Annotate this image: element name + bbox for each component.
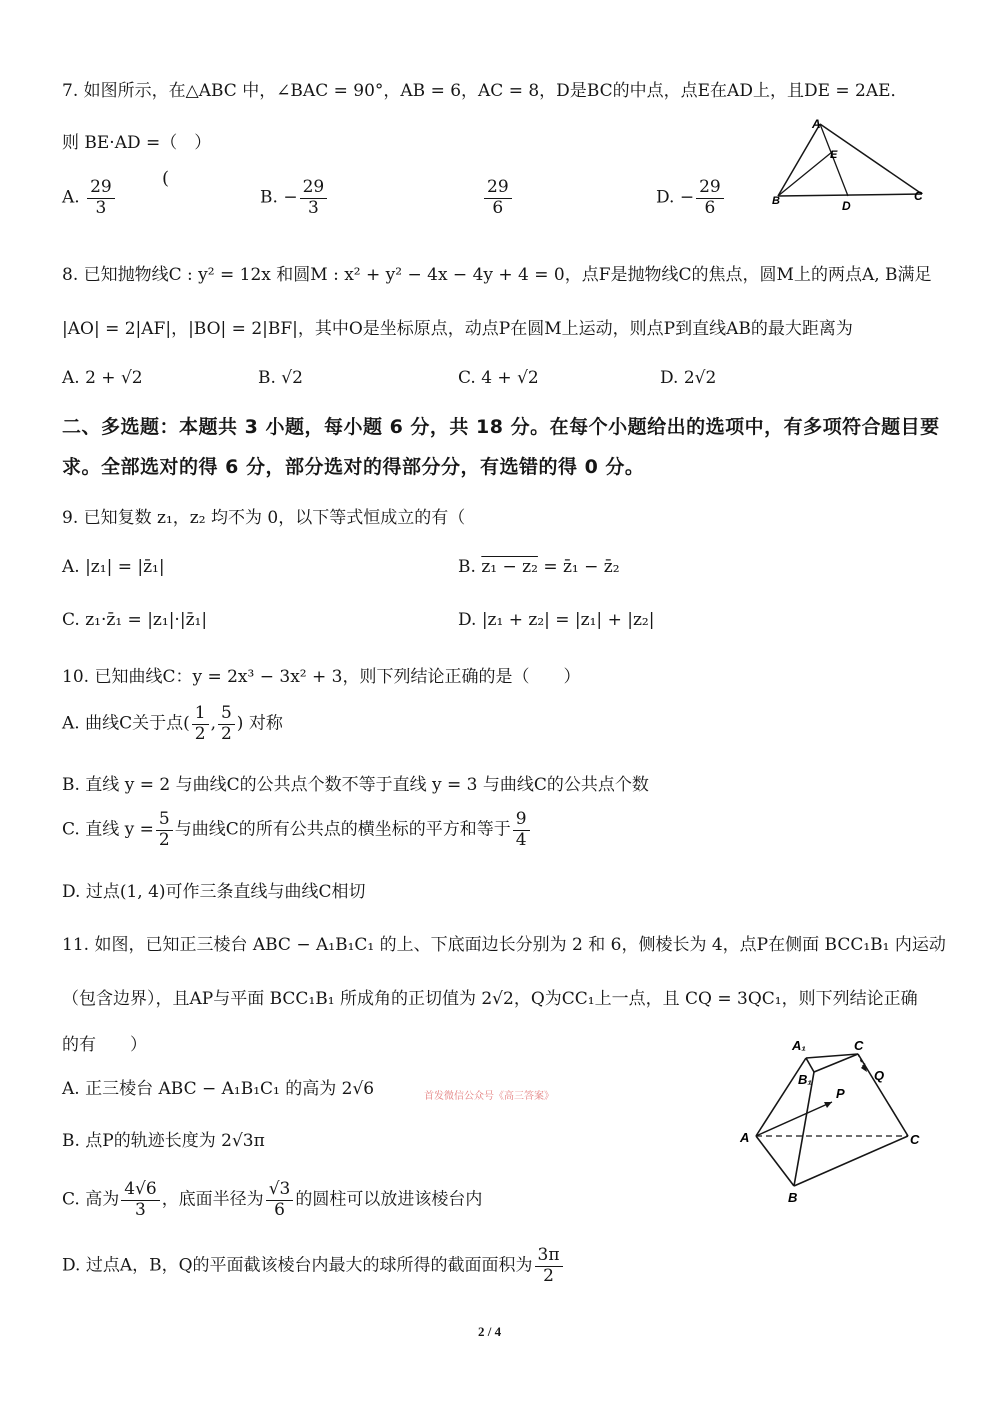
- q8-option-a[interactable]: A. 2 + √2: [62, 368, 143, 388]
- q7-triangle-figure: [768, 114, 933, 214]
- q11-frustum-figure: [736, 1030, 936, 1210]
- fraction: $\frac{29}{3}$: [87, 178, 115, 218]
- q11-line1: 11. 如图，已知正三棱台 ABC − A₁B₁C₁ 的上、下底面边长分别为 2 和 6，侧棱长为 4，点P在侧面 BCC₁B₁ 内运动: [62, 935, 946, 955]
- label-d: D: [842, 199, 851, 213]
- q11-line3: 的有 ）: [62, 1035, 147, 1055]
- q8-line2: |AO| = 2|AF|，|BO| = 2|BF|，其中O是坐标原点，动点P在圆M上运动，则点P到直线AB的最大距离为: [62, 319, 853, 339]
- q10-option-a[interactable]: A. 曲线C关于点( $\frac{1}{2}$ , $\frac{5}{2}$ ) 对称: [62, 703, 283, 744]
- q9-option-d[interactable]: D. |z₁ + z₂| = |z₁| + |z₂|: [458, 610, 655, 630]
- fraction: $\frac{29}{3}$: [300, 178, 328, 218]
- q9-option-b[interactable]: B. z₁ − z₂ = z̄₁ − z̄₂: [458, 557, 620, 577]
- section-2-heading-line2: 求。全部选对的得 6 分，部分选对的得部分分，有选错的得 0 分。: [62, 456, 645, 478]
- label-c1: C: [854, 1038, 864, 1053]
- q11-option-d[interactable]: D. 过点A，B，Q的平面截该棱台内最大的球所得的截面面积为 $\frac{3\pi}{2}$: [62, 1246, 565, 1286]
- label-c: C: [910, 1132, 920, 1147]
- stray-mark: (: [162, 168, 170, 189]
- q10-option-b[interactable]: B. 直线 y = 2 与曲线C的公共点个数不等于直线 y = 3 与曲线C的公共点个数: [62, 775, 649, 795]
- fraction: $\frac{29}{6}$: [696, 178, 724, 218]
- q11-option-b[interactable]: B. 点P的轨迹长度为 2√3π: [62, 1131, 265, 1151]
- q11-line2: （包含边界），且AP与平面 BCC₁B₁ 所成角的正切值为 2√2，Q为CC₁上一点，且 CQ = 3QC₁，则下列结论正确: [62, 989, 918, 1009]
- q7-stem: 7. 如图所示，在△ABC 中，∠BAC = 90°，AB = 6，AC = 8，D是BC的中点，点E在AD上，且DE = 2AE．: [62, 81, 908, 101]
- label-q: Q: [874, 1068, 885, 1083]
- q7-option-d[interactable]: D. − $\frac{29}{6}$: [656, 178, 726, 218]
- q7-question: 则 BE·AD =（ ）: [62, 133, 212, 153]
- label-a: A: [740, 1130, 750, 1145]
- q7-option-c[interactable]: [482, 178, 514, 218]
- label-a: A: [812, 117, 821, 131]
- label-a1: A₁: [792, 1038, 806, 1053]
- q9-option-a[interactable]: A. |z₁| = |z̄₁|: [62, 557, 165, 577]
- q7-option-a[interactable]: A. $\frac{29}{3}$: [62, 178, 117, 218]
- q8-line1: 8. 已知抛物线C : y² = 12x 和圆M : x² + y² − 4x − 4y + 4 = 0，点F是抛物线C的焦点，圆M上的两点A, B满足: [62, 265, 932, 285]
- label-p: P: [836, 1086, 845, 1101]
- q10-stem: 10. 已知曲线C：y = 2x³ − 3x² + 3，则下列结论正确的是（ ）: [62, 667, 581, 687]
- q9-option-c[interactable]: C. z₁·z̄₁ = |z₁|·|z̄₁|: [62, 610, 208, 630]
- label-b: B: [772, 195, 780, 207]
- watermark: 首发微信公众号《高三答案》: [424, 1091, 554, 1102]
- q9-stem: 9. 已知复数 z₁，z₂ 均不为 0，以下等式恒成立的有（: [62, 508, 466, 528]
- q11-option-a[interactable]: A. 正三棱台 ABC − A₁B₁C₁ 的高为 2√6: [62, 1079, 375, 1099]
- q8-option-d[interactable]: D. 2√2: [660, 368, 717, 388]
- q10-option-c[interactable]: C. 直线 y = $\frac{5}{2}$ 与曲线C的所有公共点的横坐标的平方和等于 $\frac{9}{4}$: [62, 810, 532, 850]
- label-c: C: [914, 189, 923, 203]
- label-b: B: [788, 1190, 798, 1205]
- section-2-heading-line1: 二、多选题：本题共 3 小题，每小题 6 分，共 18 分。在每个小题给出的选项中，有多项符合题目要: [62, 416, 940, 438]
- page-number: 2 / 4: [478, 1324, 502, 1339]
- q11-option-c[interactable]: C. 高为 $\frac{4√6}{3}$ ，底面半径为 $\frac{√3}{6}$ 的圆柱可以放进该棱台内: [62, 1179, 483, 1220]
- q8-option-b[interactable]: B. √2: [258, 368, 303, 388]
- q10-option-d[interactable]: D. 过点(1, 4)可作三条直线与曲线C相切: [62, 882, 366, 902]
- fraction: $\frac{29}{6}$: [484, 178, 512, 218]
- q7-option-b[interactable]: B. − $\frac{29}{3}$: [260, 178, 329, 218]
- label-e: E: [830, 149, 838, 161]
- label-b1: B₁: [798, 1072, 812, 1087]
- q8-option-c[interactable]: C. 4 + √2: [458, 368, 539, 388]
